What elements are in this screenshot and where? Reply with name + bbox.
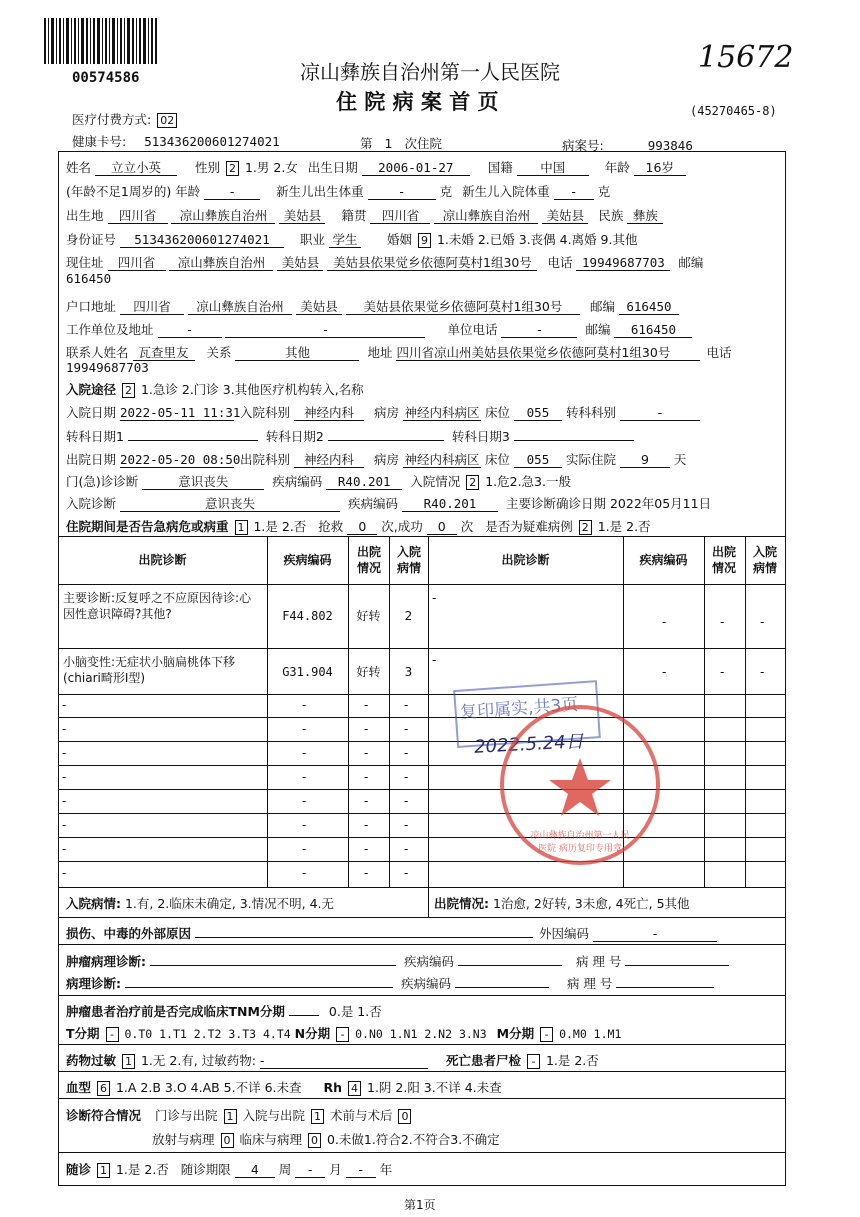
dis-cond-legend: 1治愈, 2好转, 3未愈, 4死亡, 5其他 — [492, 896, 690, 911]
empty-cell-dash: - — [404, 818, 409, 832]
difficult-options: 1.是 2.否 — [597, 519, 651, 534]
contact-label: 联系人姓名 — [66, 345, 129, 360]
dis-date: 2022-05-20 08:50 — [120, 452, 241, 467]
page-footer: 第1页 — [404, 1198, 436, 1212]
row-id — [66, 230, 637, 248]
row-follow — [66, 1160, 392, 1178]
empty-cell-dash: - — [404, 698, 409, 712]
sex-code: 2 — [226, 161, 239, 176]
transfer-date2-label: 转科日期2 — [265, 429, 324, 444]
hukou-prefecture: 凉山彝族自治州 — [188, 300, 292, 315]
birth-province: 四川省 — [108, 209, 168, 224]
adm-cond-legend: 1.有, 2.临床未确定, 3.情况不明, 4.无 — [124, 896, 335, 911]
diag-row-2-code: G31.904 — [282, 665, 333, 679]
marital-label: 婚姻 — [386, 232, 412, 247]
th-dis-diag-2: 出院诊断 — [501, 553, 550, 567]
row-er-diag — [66, 472, 571, 490]
row-work — [66, 320, 692, 338]
er-diag: 意识丧失 — [142, 475, 264, 490]
op-dis-label: 门诊与出院 — [155, 1108, 218, 1123]
year-unit: 年 — [379, 1162, 393, 1177]
newborn-weight: - — [368, 185, 436, 200]
row-hukou — [66, 297, 679, 315]
autopsy-options: 1.是 2.否 — [545, 1053, 599, 1068]
row-tnm — [66, 1002, 382, 1020]
th-out-2: 出院情况 — [711, 545, 736, 575]
week-unit: 周 — [278, 1162, 292, 1177]
n-stage-label: N分期 — [294, 1026, 331, 1041]
er-diag-label: 门(急)诊诊断 — [66, 474, 139, 489]
adm-cond-code: 2 — [466, 475, 479, 490]
work-postcode-label: 邮编 — [585, 322, 611, 337]
row-contact — [66, 343, 731, 361]
empty-cell-dash: - — [302, 866, 307, 880]
address-county: 美姑县 — [277, 256, 323, 271]
age-label: 年龄 — [604, 160, 630, 175]
newborn-adm-weight: - — [554, 185, 594, 200]
autopsy-label: 死亡患者尸检 — [445, 1053, 521, 1068]
row-blood — [66, 1078, 502, 1096]
adm-code-label: 疾病编码 — [347, 496, 398, 511]
ethnicity: 彝族 — [627, 209, 663, 224]
age: 16岁 — [634, 161, 686, 176]
adm-cond-legend-label: 入院病情: — [66, 896, 121, 911]
empty-cell-dash: - — [432, 591, 437, 605]
name-label: 姓名 — [66, 160, 92, 175]
er-code: R40.201 — [326, 475, 402, 490]
confirm-date: 2022年05月11日 — [609, 496, 712, 511]
dis-dept: 神经内科 — [294, 453, 364, 468]
adm-diag: 意识丧失 — [120, 497, 340, 512]
payment-row — [72, 110, 179, 128]
rescue-times: 次,成功 — [381, 519, 423, 534]
follow-label: 随诊 — [66, 1162, 92, 1177]
record-no-value: 993846 — [647, 138, 693, 153]
hospital-seal — [495, 700, 665, 870]
row-tumor-path — [66, 952, 729, 970]
pre-post-label: 术前与术后 — [329, 1108, 393, 1123]
difficult-label: 是否为疑难病例 — [485, 519, 573, 534]
dis-bed-label: 床位 — [484, 452, 510, 467]
hukou-label: 户口地址 — [66, 299, 117, 314]
postcode-label: 邮编 — [678, 255, 704, 270]
row-name — [66, 158, 686, 176]
marital-options: 1.未婚 2.已婚 3.丧偶 4.离婚 9.其他 — [436, 232, 638, 247]
work-postcode: 616450 — [614, 323, 692, 338]
th-in-2: 入院病情 — [752, 545, 777, 575]
ethnicity-label: 民族 — [598, 208, 624, 223]
payment-label: 医疗付费方式: — [72, 112, 152, 127]
work-2: - — [225, 323, 425, 338]
address-prefecture: 凉山彝族自治州 — [169, 256, 273, 271]
row-pathology — [66, 974, 714, 992]
relation: 其他 — [235, 346, 359, 361]
dis-cond-legend-label: 出院情况: — [434, 896, 489, 911]
follow-period-label: 随诊期限 — [180, 1162, 231, 1177]
t-stage-label: T分期 — [66, 1026, 100, 1041]
row-dis-legend — [434, 894, 690, 912]
th-code-2: 疾病编码 — [639, 553, 688, 567]
tumor-path-label: 肿瘤病理诊断: — [66, 954, 146, 969]
barcode-graphic — [42, 16, 160, 66]
contact-phone: 19949687703 — [66, 360, 149, 375]
th-out-1: 出院情况 — [356, 545, 381, 575]
infant-age: - — [204, 185, 260, 200]
ward-label: 病房 — [373, 405, 399, 420]
stay-label: 实际住院 — [565, 452, 616, 467]
t-stage-code: - — [106, 1027, 119, 1042]
contact-address: 四川省凉山州美姑县依果觉乡依德阿莫村1组30号 — [396, 346, 700, 361]
empty-cell-dash: - — [404, 722, 409, 736]
blood-label: 血型 — [66, 1080, 92, 1095]
hospital-name: 凉山彝族自治州第一人民医院 — [300, 60, 560, 84]
row-dis-date — [66, 450, 686, 468]
hukou-postcode-label: 邮编 — [589, 299, 615, 314]
empty-cell-dash: - — [662, 665, 667, 679]
empty-cell-dash: - — [760, 665, 765, 679]
health-card-value: 513436200601274021 — [144, 134, 280, 149]
row-transfer-dates — [66, 427, 634, 445]
adm-cond-label: 入院情况 — [410, 474, 461, 489]
native-county: 美姑县 — [542, 209, 588, 224]
blood-code: 6 — [97, 1081, 110, 1096]
th-code-1: 疾病编码 — [283, 553, 332, 567]
diag-row-1-out: 好转 — [356, 609, 381, 623]
follow-code: 1 — [97, 1163, 110, 1178]
empty-cell-dash: - — [364, 866, 369, 880]
relation-label: 关系 — [206, 345, 232, 360]
empty-cell-dash: - — [364, 818, 369, 832]
ward: 神经内科病区 — [404, 405, 480, 420]
empty-cell-dash: - — [404, 842, 409, 856]
stay-unit: 天 — [673, 452, 687, 467]
row-infant — [66, 182, 610, 200]
contact-phone-label: 电话 — [706, 345, 732, 360]
dis-bed: 055 — [514, 453, 562, 468]
birth-date: 2006-01-27 — [362, 161, 470, 176]
address-detail: 美姑县依果觉乡依德阿莫村1组30号 — [327, 256, 537, 271]
empty-cell-dash: - — [62, 842, 67, 856]
clin-path-label: 临床与病理 — [239, 1132, 302, 1147]
seal-text: 凉山彝族自治州第一人民医院 病历复印专用章 — [530, 831, 630, 854]
empty-cell-dash: - — [62, 794, 67, 808]
adm-date: 2022-05-11 11:31 — [120, 405, 241, 420]
route-label: 入院途径 — [66, 382, 117, 397]
hukou-postcode: 616450 — [619, 300, 679, 315]
dis-ward: 神经内科病区 — [404, 452, 480, 467]
health-card-label: 健康卡号: — [72, 134, 127, 149]
empty-cell-dash: - — [364, 770, 369, 784]
diag-row-2-in: 3 — [404, 665, 413, 679]
row-adm-date — [66, 403, 700, 421]
empty-cell-dash: - — [404, 770, 409, 784]
address-province: 四川省 — [108, 256, 166, 271]
payment-value: 02 — [157, 113, 177, 128]
empty-cell-dash: - — [404, 866, 409, 880]
health-card-row — [72, 132, 280, 150]
empty-cell-dash: - — [364, 794, 369, 808]
handwritten-number: 15672 — [698, 40, 794, 75]
n-stage-code: - — [336, 1027, 349, 1042]
empty-cell-dash: - — [302, 842, 307, 856]
work-phone: - — [501, 323, 577, 338]
empty-cell-dash: - — [364, 722, 369, 736]
injury-label: 损伤、中毒的外部原因 — [66, 926, 192, 941]
diag-row-2-diag: 小脑变性:无症状小脑扁桃体下移(chiari畸形I型) — [63, 655, 236, 685]
follow-years: - — [346, 1163, 376, 1178]
empty-cell-dash: - — [62, 866, 67, 880]
row-critical — [66, 517, 651, 535]
form-code: (45270465-8) — [690, 104, 777, 118]
newborn-weight-label: 新生儿出生体重 — [276, 184, 364, 199]
th-in-1: 入院病情 — [396, 545, 421, 575]
hukou-province: 四川省 — [120, 300, 184, 315]
critical-code: 1 — [235, 520, 248, 535]
rescue-count: 0 — [347, 520, 377, 535]
page-title: 住 院 病 案 首 页 — [336, 89, 499, 114]
empty-cell-dash: - — [302, 794, 307, 808]
row-tnm-stages — [66, 1024, 621, 1042]
empty-cell-dash: - — [404, 746, 409, 760]
n-stage-options: 0.N0 1.N1 2.N2 3.N3 — [355, 1027, 487, 1041]
rh-label: Rh — [323, 1080, 343, 1095]
empty-cell-dash: - — [432, 653, 437, 667]
success-count: 0 — [427, 520, 457, 535]
sex-label: 性别 — [194, 160, 220, 175]
tnm-options: 0.是 1.否 — [328, 1004, 382, 1019]
diag-row-1-diag: 主要诊断:反复呼之不应原因待诊:心因性意识障碍?其他? — [63, 591, 252, 621]
phone: 19949687703 — [576, 256, 670, 271]
rad-path-label: 放射与病理 — [152, 1132, 215, 1147]
empty-cell-dash: - — [404, 794, 409, 808]
barcode — [42, 16, 160, 68]
empty-cell-dash: - — [662, 615, 667, 629]
allergy-label: 药物过敏 — [66, 1053, 117, 1068]
nationality: 中国 — [517, 161, 589, 176]
row-match-2 — [152, 1130, 500, 1148]
id-number: 513436200601274021 — [120, 233, 284, 248]
follow-months: - — [295, 1163, 325, 1178]
stay-days: 9 — [620, 453, 670, 468]
work-phone-label: 单位电话 — [447, 322, 498, 337]
patient-name: 立立小英 — [95, 161, 177, 176]
admission-count — [360, 134, 442, 152]
match-options: 0.未做1.符合2.不符合3.不确定 — [326, 1132, 500, 1147]
dis-date-label: 出院日期 — [66, 452, 117, 467]
adm-date-label: 入院日期 — [66, 405, 117, 420]
row-allergy — [66, 1051, 599, 1069]
gram-unit-2: 克 — [597, 184, 611, 199]
diag-row-1-code: F44.802 — [282, 609, 333, 623]
pathology-label: 病理诊断: — [66, 976, 121, 991]
contact-name: 瓦查里友 — [133, 346, 195, 361]
th-dis-diag-1: 出院诊断 — [138, 553, 187, 567]
address-postcode: 616450 — [66, 271, 112, 286]
transfer-date3-label: 转科日期3 — [451, 429, 510, 444]
dis-dept-label: 出院科别 — [239, 452, 290, 467]
native-prefecture: 凉山彝族自治州 — [434, 209, 538, 224]
birth-county: 美姑县 — [279, 209, 325, 224]
op-dis-code: 1 — [224, 1109, 237, 1124]
diag-row-2-out: 好转 — [356, 665, 381, 679]
admission-count-value: 1 — [384, 136, 393, 151]
diag-row-1-in: 2 — [404, 609, 413, 623]
empty-cell-dash: - — [760, 615, 765, 629]
bed: 055 — [514, 406, 562, 421]
empty-cell-dash: - — [302, 722, 307, 736]
empty-cell-dash: - — [62, 698, 67, 712]
autopsy-code: - — [527, 1054, 540, 1069]
tnm-label: 肿瘤患者治疗前是否完成临床TNM分期 — [66, 1004, 285, 1019]
adm-dis-label: 入院与出院 — [242, 1108, 305, 1123]
row-birthplace — [66, 206, 663, 224]
contact-address-label: 地址 — [367, 345, 393, 360]
empty-cell-dash: - — [302, 770, 307, 784]
route-options: 1.急诊 2.门诊 3.其他医疗机构转入,名称 — [140, 382, 364, 397]
critical-options: 1.是 2.否 — [253, 519, 307, 534]
empty-cell-dash: - — [364, 698, 369, 712]
marital-code: 9 — [418, 233, 431, 248]
hukou-county: 美姑县 — [296, 300, 342, 315]
adm-dept-label: 入院科别 — [239, 405, 290, 420]
hukou-detail: 美姑县依果觉乡依德阿莫村1组30号 — [346, 300, 580, 315]
rh-options: 1.阴 2.阳 3.不详 4.未查 — [367, 1080, 502, 1095]
blood-options: 1.A 2.B 3.O 4.AB 5.不详 6.未查 — [115, 1080, 302, 1095]
allergy-code: 1 — [122, 1054, 135, 1069]
m-stage-label: M分期 — [496, 1026, 535, 1041]
row-injury — [66, 924, 717, 942]
follow-options: 1.是 2.否 — [115, 1162, 169, 1177]
tumor-path-no-label: 病 理 号 — [575, 954, 622, 969]
rescue-label: 抢救 — [318, 519, 344, 534]
m-stage-options: 0.M0 1.M1 — [559, 1027, 622, 1041]
success-times: 次 — [460, 519, 474, 534]
transfer: - — [620, 406, 700, 421]
birth-label: 出生日期 — [307, 160, 358, 175]
native-province: 四川省 — [370, 209, 430, 224]
row-adm-diag — [66, 494, 711, 512]
empty-cell-dash: - — [720, 615, 725, 629]
empty-cell-dash: - — [62, 746, 67, 760]
id-label: 身份证号 — [66, 232, 117, 247]
transfer-date1-label: 转科日期1 — [66, 429, 124, 444]
sex-options: 1.男 2.女 — [244, 160, 298, 175]
month-unit: 月 — [329, 1162, 342, 1177]
transfer-label: 转科科别 — [565, 405, 616, 420]
empty-cell-dash: - — [720, 665, 725, 679]
birthplace-label: 出生地 — [66, 208, 104, 223]
rad-path-code: 0 — [221, 1133, 234, 1148]
critical-label: 住院期间是否告急病危或病重 — [66, 519, 229, 534]
route-code: 2 — [122, 383, 135, 398]
m-stage-code: - — [540, 1027, 553, 1042]
clin-path-code: 0 — [308, 1133, 321, 1148]
pre-post-code: 0 — [398, 1109, 411, 1124]
follow-weeks: 4 — [235, 1163, 275, 1178]
adm-cond-options: 1.危2.急3.一般 — [485, 474, 571, 489]
t-stage-options: 0.T0 1.T1 2.T2 3.T3 4.T4 — [124, 1027, 291, 1041]
difficult-code: 2 — [579, 520, 592, 535]
tumor-path-code-label: 疾病编码 — [403, 954, 454, 969]
infant-age-label: (年龄不足1周岁的) 年龄 — [66, 184, 201, 199]
admission-count-label: 第 — [360, 136, 373, 151]
empty-cell-dash: - — [62, 770, 67, 784]
pathology-code-label: 疾病编码 — [400, 976, 451, 991]
er-code-label: 疾病编码 — [272, 474, 323, 489]
copy-stamp-text: 复印属实,共3页 — [459, 694, 579, 724]
adm-code: R40.201 — [402, 497, 498, 512]
record-no-label: 病案号: — [562, 138, 604, 153]
barcode-number: 00574586 — [72, 70, 140, 86]
rh-code: 4 — [348, 1081, 361, 1096]
allergy-drug: - — [260, 1054, 428, 1069]
gram-unit: 克 — [439, 184, 453, 199]
match-label: 诊断符合情况 — [66, 1108, 142, 1123]
address-label: 现住址 — [66, 255, 104, 270]
adm-dis-code: 1 — [311, 1109, 324, 1124]
nationality-label: 国籍 — [487, 160, 513, 175]
phone-label: 电话 — [547, 255, 573, 270]
empty-cell-dash: - — [302, 698, 307, 712]
row-address — [66, 253, 703, 271]
occupation: 学生 — [329, 233, 361, 248]
allergy-options: 1.无 2.有, 过敏药物: — [140, 1053, 256, 1068]
copy-stamp-date: 2022.5.24日 — [473, 731, 585, 758]
occupation-label: 职业 — [299, 232, 325, 247]
empty-cell-dash: - — [302, 818, 307, 832]
empty-cell-dash: - — [364, 746, 369, 760]
ext-code-label: 外因编码 — [538, 926, 589, 941]
confirm-label: 主要诊断确诊日期 — [505, 496, 606, 511]
bed-label: 床位 — [484, 405, 510, 420]
empty-cell-dash: - — [62, 818, 67, 832]
adm-diag-label: 入院诊断 — [66, 496, 117, 511]
adm-dept: 神经内科 — [294, 406, 364, 421]
row-cond-legend — [66, 894, 334, 912]
admission-count-suffix: 次住院 — [404, 136, 442, 151]
row-match-1 — [66, 1106, 413, 1124]
empty-cell-dash: - — [364, 842, 369, 856]
empty-cell-dash: - — [62, 722, 67, 736]
pathology-no-label: 病 理 号 — [566, 976, 613, 991]
native-label: 籍贯 — [341, 208, 367, 223]
newborn-adm-weight-label: 新生儿入院体重 — [462, 184, 550, 199]
work: - — [158, 323, 222, 338]
row-route — [66, 380, 364, 398]
work-label: 工作单位及地址 — [66, 322, 154, 337]
ext-code: - — [593, 927, 717, 942]
birth-prefecture: 凉山彝族自治州 — [171, 209, 275, 224]
dis-ward-label: 病房 — [373, 452, 399, 467]
empty-cell-dash: - — [302, 746, 307, 760]
